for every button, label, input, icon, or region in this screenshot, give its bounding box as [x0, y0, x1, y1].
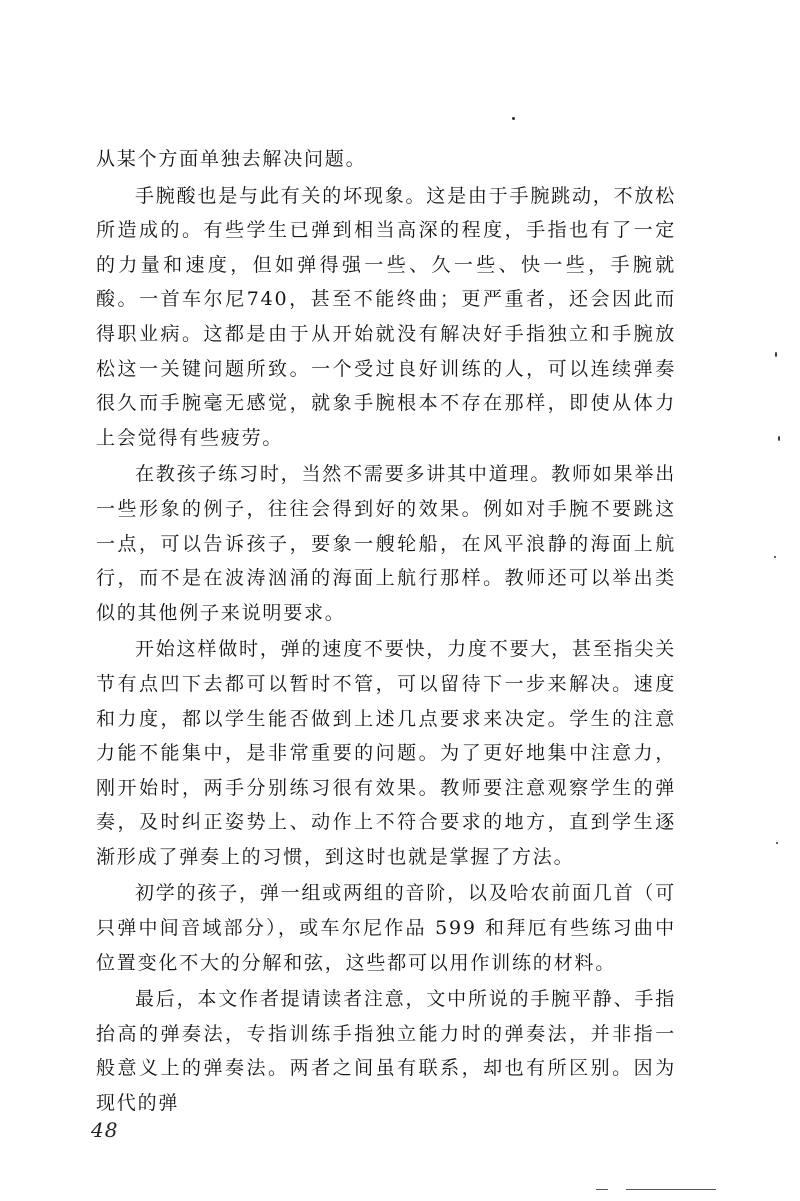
scan-speck	[778, 436, 780, 441]
scan-speck	[775, 352, 777, 357]
paragraph-wrist-soreness: 手腕酸也是与此有关的坏现象。这是由于手腕跳动，不放松所造成的。有些学生已弹到相当高深的程度，手指也有了一定的力量和速度，但如弹得强一些、久一些、快一些，手腕就酸。一首车尔尼740，甚至不能终曲；更严重者，还会因此而得职业病。这都是由于从开始就没有解决好手指独立和手腕放松这一关键问题所致。一个受过良好训练的人，可以连续弹奏很久而手腕毫无感觉，就象手腕根本不存在那样，即使从体力上会觉得有些疲劳。	[96, 184, 676, 449]
paragraph-continuation: 从某个方面单独去解决问题。	[96, 148, 367, 170]
scan-speck	[774, 556, 776, 558]
paragraph-teaching-children: 在教孩子练习时，当然不需要多讲其中道理。教师如果举出一些形象的例子，往往会得到好的效果。例如对手腕不要跳这一点，可以告诉孩子，要象一艘轮船，在风平浪静的海面上航行，而不是在波涛汹涌的海面上航行那样。教师还可以举出类似的其他例子来说明要求。	[96, 463, 676, 624]
paragraph-author-note: 最后，本文作者提请读者注意，文中所说的手腕平静、手指抬高的弹奏法，专指训练手指独立能力时的弹奏法，并非指一般意义上的弹奏法。两者之间虽有联系，却也有所区别。因为现代的弹	[96, 988, 676, 1115]
scan-speck	[776, 842, 778, 844]
scan-edge-line	[626, 1189, 716, 1190]
body-text	[96, 142, 676, 1123]
scan-speck	[512, 117, 515, 120]
paragraph-beginner-material: 初学的孩子，弹一组或两组的音阶，以及哈农前面几首（可只弹中间音域部分），或车尔尼作品 599 和拜厄有些练习曲中位置变化不大的分解和弦，这些都可以用作训练的材料。	[96, 882, 676, 974]
paragraph-starting-practice: 开始这样做时，弹的速度不要快，力度不要大，甚至指尖关节有点凹下去都可以暂时不管，可以留待下一步来解决。速度和力度，都以学生能否做到上述几点要求来决定。学生的注意力能不能集中，是非常重要的问题。为了更好地集中注意力，刚开始时，两手分别练习很有效果。教师要注意观察学生的弹奏，及时纠正姿势上、动作上不符合要求的地方，直到学生逐渐形成了弹奏上的习惯，到这时也就是掌握了方法。	[96, 638, 676, 868]
scan-edge-line	[596, 1189, 608, 1190]
page-number: 48	[91, 1118, 119, 1142]
